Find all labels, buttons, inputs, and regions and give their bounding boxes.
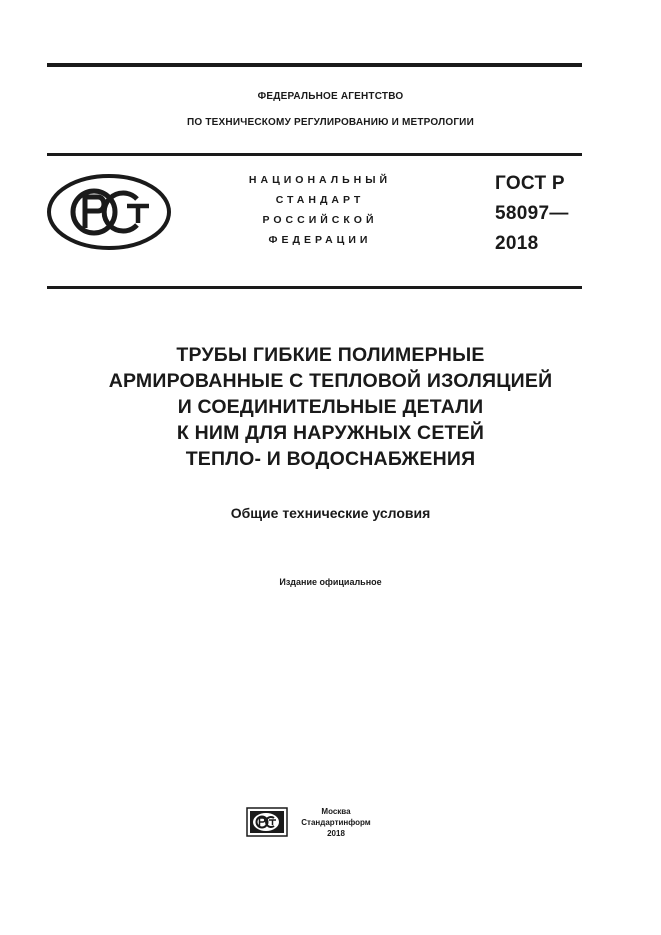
publisher-city: Москва	[321, 807, 351, 816]
designation-line: 2018	[495, 233, 539, 254]
standard-type-line: ФЕДЕРАЦИИ	[268, 234, 372, 246]
header-bottom-rule	[47, 286, 582, 289]
title-line: ТЕПЛО- И ВОДОСНАБЖЕНИЯ	[185, 448, 476, 470]
header-rule	[47, 153, 582, 156]
agency-line-2: ПО ТЕХНИЧЕСКОМУ РЕГУЛИРОВАНИЮ И МЕТРОЛОГИИ	[187, 117, 474, 128]
title-line: ТРУБЫ ГИБКИЕ ПОЛИМЕРНЫЕ	[176, 344, 485, 366]
designation-line: ГОСТ Р	[495, 173, 565, 194]
publisher-block	[296, 806, 376, 839]
top-rule	[47, 63, 582, 67]
document-title	[0, 342, 661, 472]
standard-type-line: РОССИЙСКОЙ	[262, 214, 378, 226]
agency-line-1: ФЕДЕРАЛЬНОЕ АГЕНТСТВО	[257, 91, 404, 102]
standard-type	[232, 170, 408, 250]
edition-note: Издание официальное	[279, 577, 382, 587]
publisher-year: 2018	[327, 829, 345, 838]
standard-type-line: НАЦИОНАЛЬНЫЙ	[248, 174, 392, 186]
standartinform-logo-icon	[246, 807, 288, 837]
title-line: АРМИРОВАННЫЕ С ТЕПЛОВОЙ ИЗОЛЯЦИЕЙ	[108, 370, 553, 392]
document-subtitle: Общие технические условия	[230, 505, 431, 521]
title-line: И СОЕДИНИТЕЛЬНЫЕ ДЕТАЛИ	[177, 396, 484, 418]
publisher-name: Стандартинформ	[301, 818, 371, 827]
gost-r-logo-icon	[46, 173, 172, 251]
designation-line: 58097—	[495, 203, 569, 224]
title-line: К НИМ ДЛЯ НАРУЖНЫХ СЕТЕЙ	[176, 422, 485, 444]
standard-designation	[495, 169, 569, 259]
standard-type-line: СТАНДАРТ	[275, 194, 365, 206]
